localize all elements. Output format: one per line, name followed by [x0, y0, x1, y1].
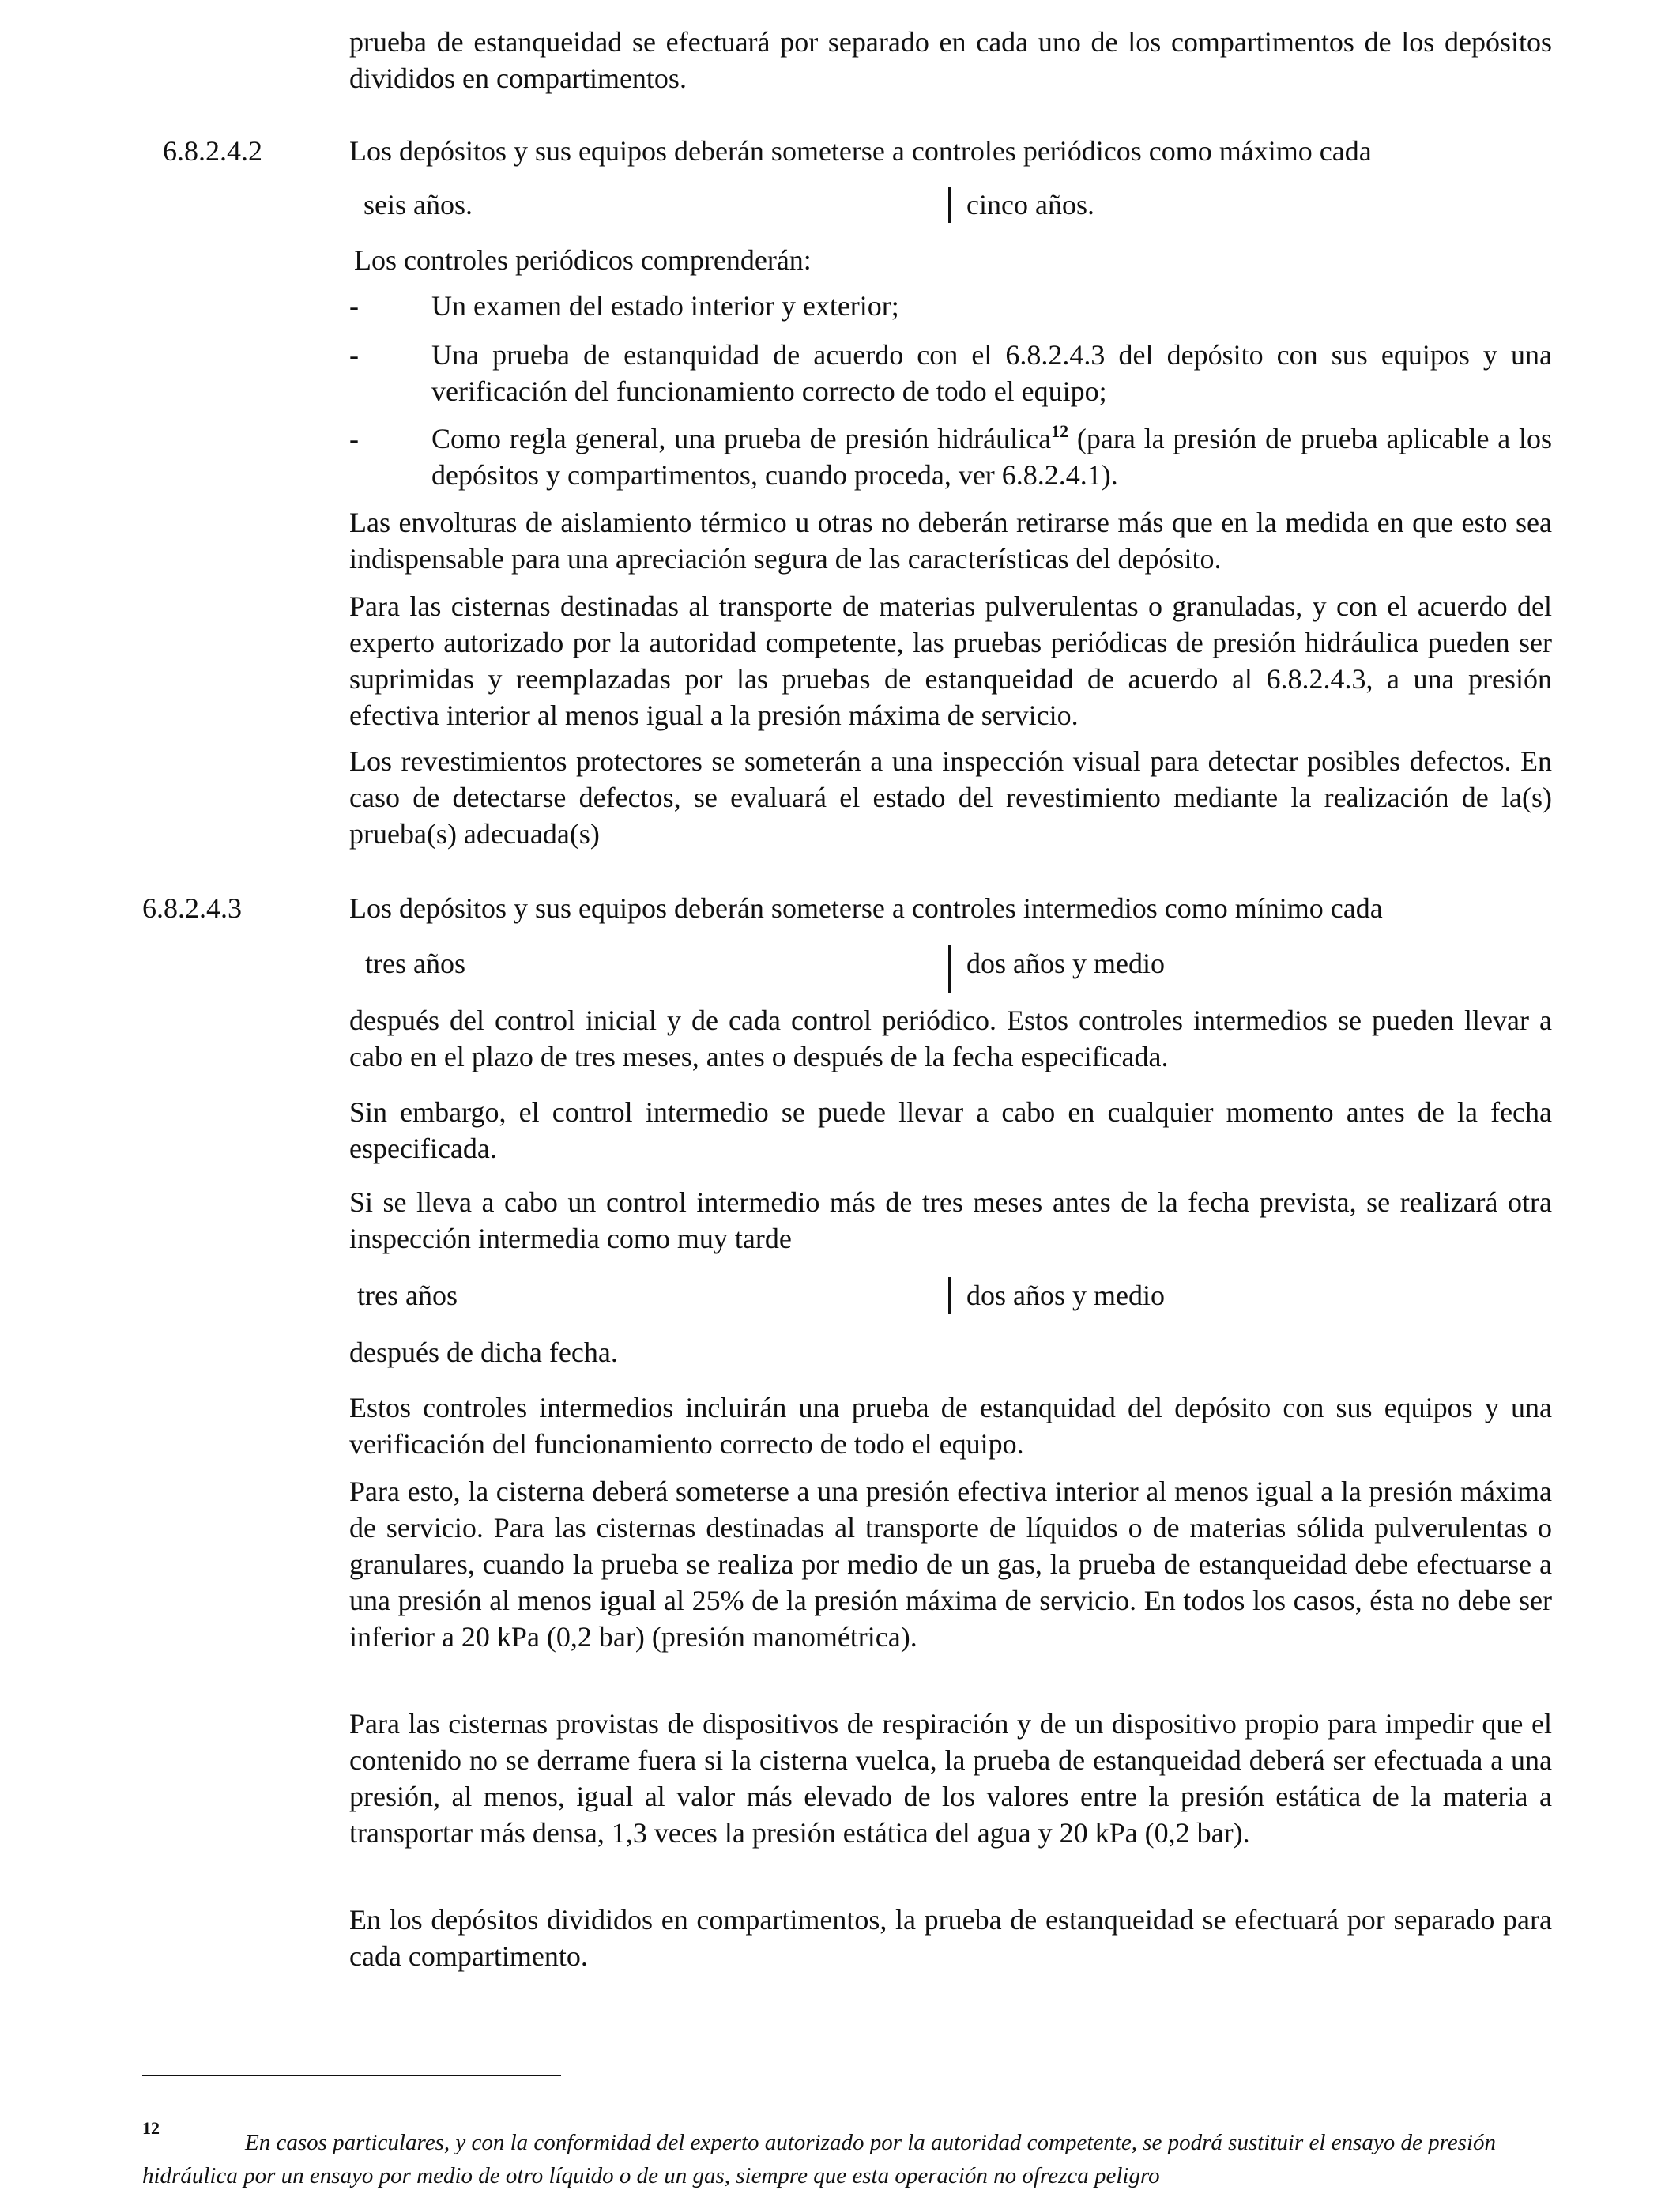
- paragraph-estos-controles: Estos controles intermedios incluirán una prueba de estanquidad del depósito con sus equipos y una verificación del funcionamiento correcto de todo el equipo.: [349, 1392, 1552, 1460]
- column-right-dos-anos-y-medio: dos años y medio: [948, 1277, 1165, 1314]
- list-item-prueba-estanquidad: Una prueba de estanquidad de acuerdo con el 6.8.2.4.3 del depósito con sus equipos y una verificación del funcionamiento correcto de todo el equipo;: [431, 339, 1552, 407]
- column-left-seis-anos: seis años.: [363, 189, 473, 221]
- list-dash: -: [349, 423, 359, 454]
- controles-periodicos-intro: Los controles periódicos comprenderán:: [354, 244, 812, 276]
- paragraph-depositos-divididos: En los depósitos divididos en compartimentos, la prueba de estanqueidad se efectuará por separado para cada compartimento.: [349, 1904, 1552, 1972]
- paragraph-si-se-lleva: Si se lleva a cabo un control intermedio más de tres meses antes de la fecha prevista, se realizará otra inspección intermedia como muy tarde: [349, 1186, 1552, 1254]
- footnote-text: En casos particulares, y con la conformidad del experto autorizado por la autoridad competente, se podrá sustituir el ensayo de presión hidráulica por un ensayo por medio de otro líquido o de un gas, siempre que esta operación no ofrezca peligro: [142, 2130, 1497, 2188]
- footnote-reference: 12: [1051, 421, 1069, 441]
- paragraph-revestimientos: Los revestimientos protectores se someterán a una inspección visual para detectar posibles defectos. En caso de detectarse defectos, se evaluará el estado del revestimiento mediante la realización de la(s) prueba(s) adecuada(s): [349, 745, 1552, 850]
- list-item-examen: Un examen del estado interior y exterior;: [431, 290, 899, 322]
- column-right-cinco-anos: cinco años.: [948, 187, 1094, 223]
- section-6-8-2-4-2-heading: Los depósitos y sus equipos deberán someterse a controles periódicos como máximo cada: [349, 135, 1372, 167]
- paragraph-cisternas-pulverulentas: Para las cisternas destinadas al transporte de materias pulverulentas o granuladas, y con el acuerdo del experto autorizado por la autoridad competente, las pruebas periódicas de presión hidráulica pueden ser suprimidas y reemplazadas por las pruebas de estanqueidad de acuerdo al 6.8.2.4.3, a una presión efectiva interior al menos igual a la presión máxima de servicio.: [349, 590, 1552, 731]
- paragraph-continuation: prueba de estanqueidad se efectuará por separado en cada uno de los compartimentos de los depósitos divididos en compartimentos.: [349, 26, 1552, 94]
- paragraph-cisternas-provistas: Para las cisternas provistas de dispositivos de respiración y de un dispositivo propio para impedir que el contenido no se derrame fuera si la cisterna vuelca, la prueba de estanqueidad deberá ser efectuada a una presión, al menos, igual al valor más elevado de los valores entre la presión estática de la materia a transportar más densa, 1,3 veces la presión estática del agua y 20 kPa (0,2 bar).: [349, 1708, 1552, 1849]
- list-item-presion-text-a: Como regla general, una prueba de presión hidráulica: [431, 423, 1052, 454]
- footnote-marker: 12: [142, 2118, 160, 2138]
- column-left-tres-anos: tres años: [357, 1280, 458, 1311]
- paragraph-para-esto: Para esto, la cisterna deberá someterse a una presión efectiva interior al menos igual a la presión máxima de servicio. Para las cisternas destinadas al transporte de líquidos o de materias sólida pulverulentas o granulares, cuando la prueba se realiza por medio de un gas, la prueba de estanqueidad debe efectuarse a una presión al menos igual al 25% de la presión máxima de servicio. En todos los casos, ésta no debe ser inferior a 20 kPa (0,2 bar) (presión manométrica).: [349, 1476, 1552, 1653]
- list-item-presion-hidraulica: [431, 420, 1552, 493]
- paragraph-sin-embargo: Sin embargo, el control intermedio se puede llevar a cabo en cualquier momento antes de la fecha especificada.: [349, 1096, 1552, 1164]
- footnote-separator: [142, 2075, 561, 2076]
- section-number-6-8-2-4-2: 6.8.2.4.2: [163, 135, 262, 167]
- section-6-8-2-4-3-heading: Los depósitos y sus equipos deberán someterse a controles intermedios como mínimo cada: [349, 892, 1383, 924]
- list-dash: -: [349, 339, 359, 371]
- column-left-tres-anos: tres años: [365, 948, 465, 979]
- paragraph-envolturas: Las envolturas de aislamiento térmico u otras no deberán retirarse más que en la medida en que esto sea indispensable para una apreciación segura de las características del depósito.: [349, 507, 1552, 575]
- list-item-presion-text-b: (para la presión de prueba aplicable a los depósitos y compartimentos, cuando proceda, ver 6.8.2.4.1).: [431, 423, 1552, 491]
- section-number-6-8-2-4-3: 6.8.2.4.3: [142, 892, 242, 924]
- paragraph-despues-dicha-fecha: después de dicha fecha.: [349, 1336, 618, 1368]
- list-dash: -: [349, 290, 359, 322]
- column-right-dos-anos-y-medio: dos años y medio: [948, 945, 1165, 993]
- paragraph-despues-control-inicial: después del control inicial y de cada control periódico. Estos controles intermedios se pueden llevar a cabo en el plazo de tres meses, antes o después de la fecha especificada.: [349, 1005, 1552, 1072]
